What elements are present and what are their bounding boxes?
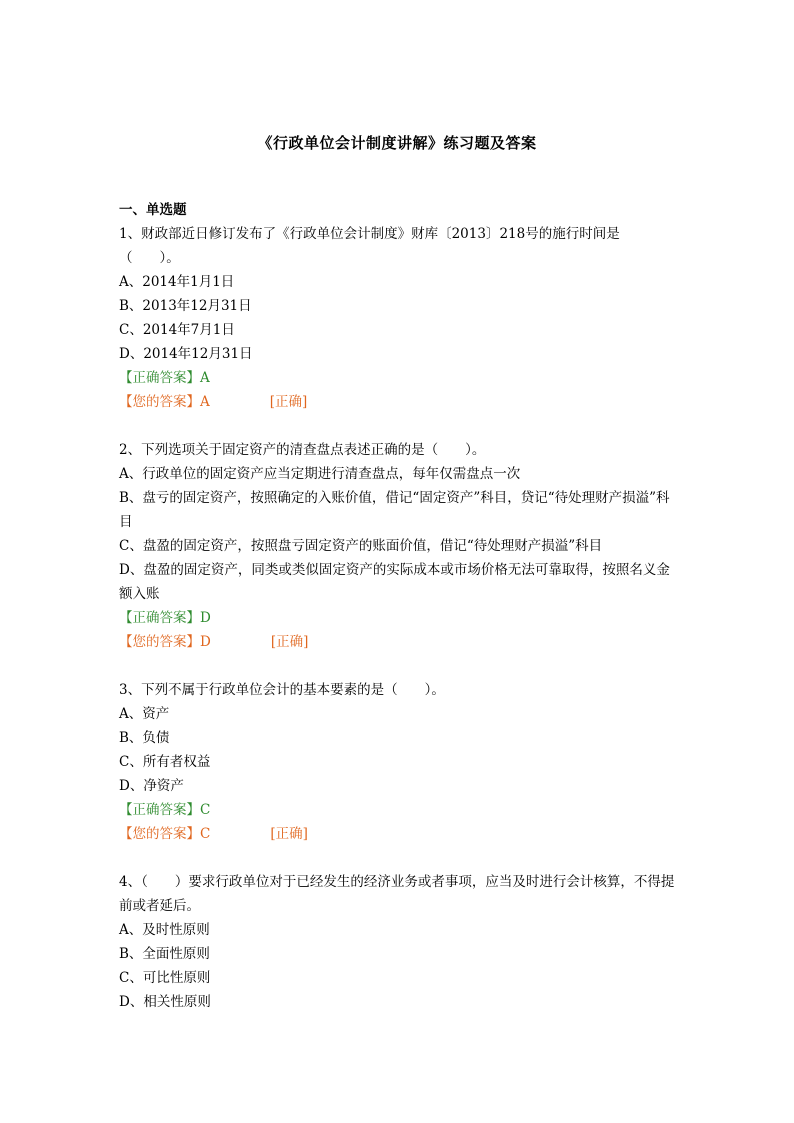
question-4: [119, 870, 679, 1014]
document-body: [119, 198, 679, 1014]
page-title: 《行政单位会计制度讲解》练习题及答案: [257, 134, 537, 152]
correct-answer: [119, 798, 679, 822]
correct-answer-value: A: [200, 370, 210, 386]
your-answer-label: 【您的答案】: [119, 826, 200, 842]
option-d: D、净资产: [119, 778, 184, 794]
question-2: [119, 438, 679, 654]
correct-answer: [119, 606, 679, 630]
correct-answer-label: 【正确答案】: [119, 610, 200, 626]
your-answer-value: A: [200, 394, 210, 410]
option-b: B、2013年12月31日: [119, 298, 252, 314]
correct-answer: [119, 366, 679, 390]
correct-answer-value: D: [200, 610, 211, 626]
your-answer: [119, 630, 679, 654]
option-d: D、相关性原则: [119, 994, 211, 1010]
option-b: B、盘亏的固定资产，按照确定的入账价值，借记“固定资产”科目，贷记“待处理财产损溢”科目: [119, 490, 670, 530]
question-stem: 3、下列不属于行政单位会计的基本要素的是（ ）。: [119, 682, 445, 698]
option-a: A、资产: [119, 706, 170, 722]
correct-answer-value: C: [200, 802, 211, 818]
answer-verdict: [正确]: [270, 634, 309, 650]
answer-verdict: [正确]: [270, 826, 308, 842]
option-c: C、可比性原则: [119, 970, 211, 986]
option-d: D、盘盈的固定资产，同类或类似固定资产的实际成本或市场价格无法可靠取得，按照名义金额入账: [119, 562, 670, 602]
option-d: D、2014年12月31日: [119, 346, 253, 362]
your-answer-label: 【您的答案】: [119, 394, 200, 410]
your-answer-value: C: [200, 826, 211, 842]
option-b: B、全面性原则: [119, 946, 210, 962]
option-a: A、2014年1月1日: [119, 274, 235, 290]
option-c: C、盘盈的固定资产，按照盘亏固定资产的账面价值，借记“待处理财产损溢”科目: [119, 538, 603, 554]
question-3: [119, 678, 679, 846]
option-c: C、2014年7月1日: [119, 322, 235, 338]
section-heading: 一、单选题: [119, 202, 187, 218]
option-c: C、所有者权益: [119, 754, 211, 770]
answer-verdict: [正确]: [269, 394, 308, 410]
correct-answer-label: 【正确答案】: [119, 370, 200, 386]
option-b: B、负债: [119, 730, 170, 746]
question-stem: 4、（ ）要求行政单位对于已经发生的经济业务或者事项，应当及时进行会计核算，不得提前或者延后。: [119, 874, 675, 914]
your-answer: [119, 822, 679, 846]
correct-answer-label: 【正确答案】: [119, 802, 200, 818]
question-stem: 1、财政部近日修订发布了《行政单位会计制度》财库〔2013〕218号的施行时间是（ ）。: [119, 226, 620, 266]
your-answer-label: 【您的答案】: [119, 634, 200, 650]
option-a: A、行政单位的固定资产应当定期进行清查盘点，每年仅需盘点一次: [119, 466, 521, 482]
your-answer-value: D: [200, 634, 211, 650]
option-a: A、及时性原则: [119, 922, 210, 938]
question-stem: 2、下列选项关于固定资产的清查盘点表述正确的是（ ）。: [119, 442, 486, 458]
question-1: [119, 222, 679, 414]
your-answer: [119, 390, 679, 414]
